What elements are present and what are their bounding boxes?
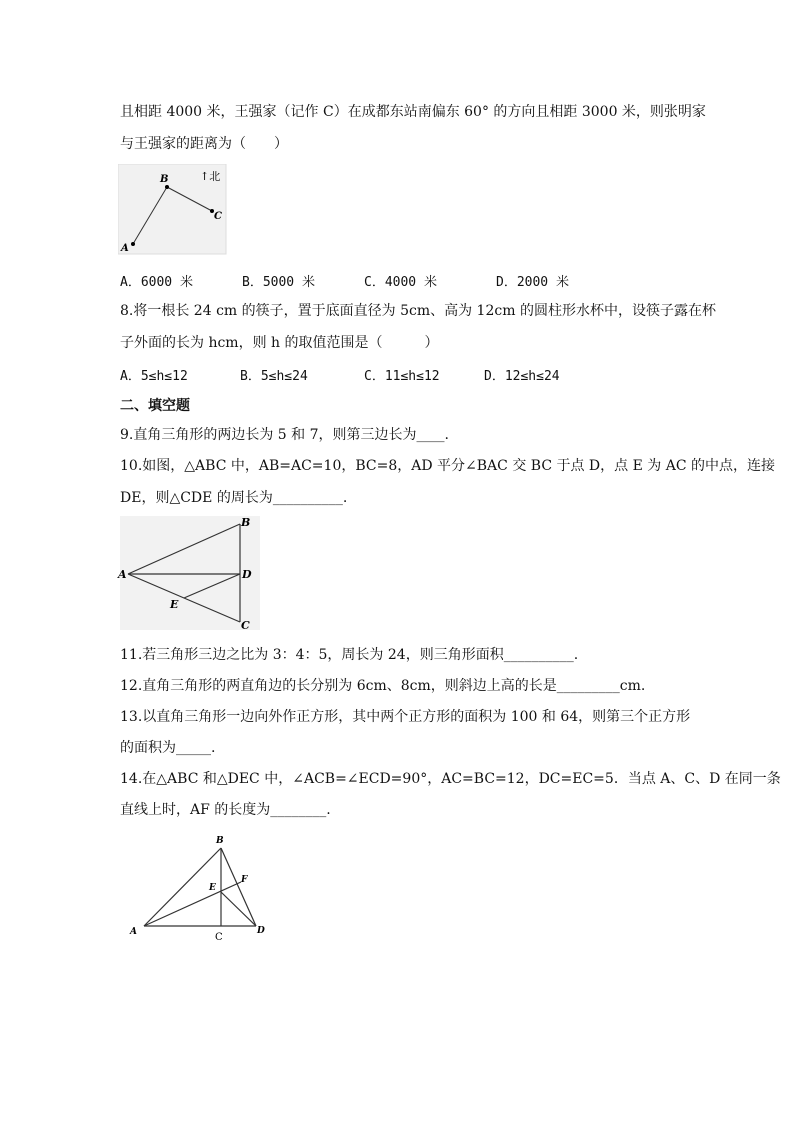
q7-option-b: B．5000 米 xyxy=(242,275,315,290)
q8-option-a: A．5≤h≤12 xyxy=(120,369,188,384)
q10-text-line1: 10.如图，△ABC 中，AB=AC=10，BC=8，AD 平分∠BAC 交 BC 于点 D，点 E 为 AC 的中点，连接 xyxy=(120,458,775,474)
q10-label-c: C xyxy=(241,619,250,632)
q11-text: 11.若三角形三边之比为 3：4：5，周长为 24，则三角形面积__________. xyxy=(120,647,579,663)
q7-option-d: D．2000 米 xyxy=(496,275,569,290)
q8-text-line2: 子外面的长为 hcm，则 h 的取值范围是（ ） xyxy=(120,335,439,351)
q10-label-a: A xyxy=(118,568,127,581)
q9-text: 9.直角三角形的两边长为 5 和 7，则第三边长为____. xyxy=(120,427,449,443)
north-arrow-label: ↑北 xyxy=(200,170,221,183)
q10-label-d: D xyxy=(242,568,252,581)
q10-label-e: E xyxy=(170,598,179,611)
q8-option-d: D．12≤h≤24 xyxy=(484,369,560,384)
q8-text-line1: 8.将一根长 24 cm 的筷子，置于底面直径为 5cm、高为 12cm 的圆柱形水杯中，设筷子露在杯 xyxy=(120,303,716,319)
q7-text-line1: 且相距 4000 米，王强家（记作 C）在成都东站南偏东 60° 的方向且相距 3000 米，则张明家 xyxy=(120,104,706,120)
q14-text-line2: 直线上时，AF 的长度为________. xyxy=(120,802,331,818)
q14-label-e: E xyxy=(209,883,216,893)
q14-label-a: A xyxy=(130,927,137,937)
q14-label-b: B xyxy=(216,836,224,846)
q7-text-line2: 与王强家的距离为（ ） xyxy=(120,136,288,152)
section-heading-fill-blanks: 二、填空题 xyxy=(120,398,190,414)
q14-label-d: D xyxy=(257,926,265,936)
q7-option-a: A．6000 米 xyxy=(120,275,193,290)
q7-label-a: A xyxy=(121,243,129,254)
q8-option-b: B．5≤h≤24 xyxy=(240,369,308,384)
q13-text-line2: 的面积为_____. xyxy=(120,740,216,756)
q10-label-b: B xyxy=(241,516,251,529)
q7-label-c: C xyxy=(214,211,222,222)
q7-option-c: C．4000 米 xyxy=(364,275,437,290)
q14-text-line1: 14.在△ABC 和△DEC 中，∠ACB=∠ECD=90°，AC=BC=12，DC=EC=5．当点 A、C、D 在同一条 xyxy=(120,771,781,787)
q12-text: 12.直角三角形的两直角边的长分别为 6cm、8cm，则斜边上高的长是_________cm. xyxy=(120,678,646,694)
q14-label-c: C xyxy=(215,932,223,943)
q14-label-f: F xyxy=(241,875,248,885)
q7-figure xyxy=(118,164,228,256)
q14-figure xyxy=(126,832,271,944)
q13-text-line1: 13.以直角三角形一边向外作正方形，其中两个正方形的面积为 100 和 64，则第三个正方形 xyxy=(120,709,691,725)
q8-option-c: C．11≤h≤12 xyxy=(364,369,440,384)
q10-text-line2: DE，则△CDE 的周长为__________. xyxy=(120,490,348,506)
q7-label-b: B xyxy=(160,174,169,185)
q10-figure xyxy=(116,512,264,634)
